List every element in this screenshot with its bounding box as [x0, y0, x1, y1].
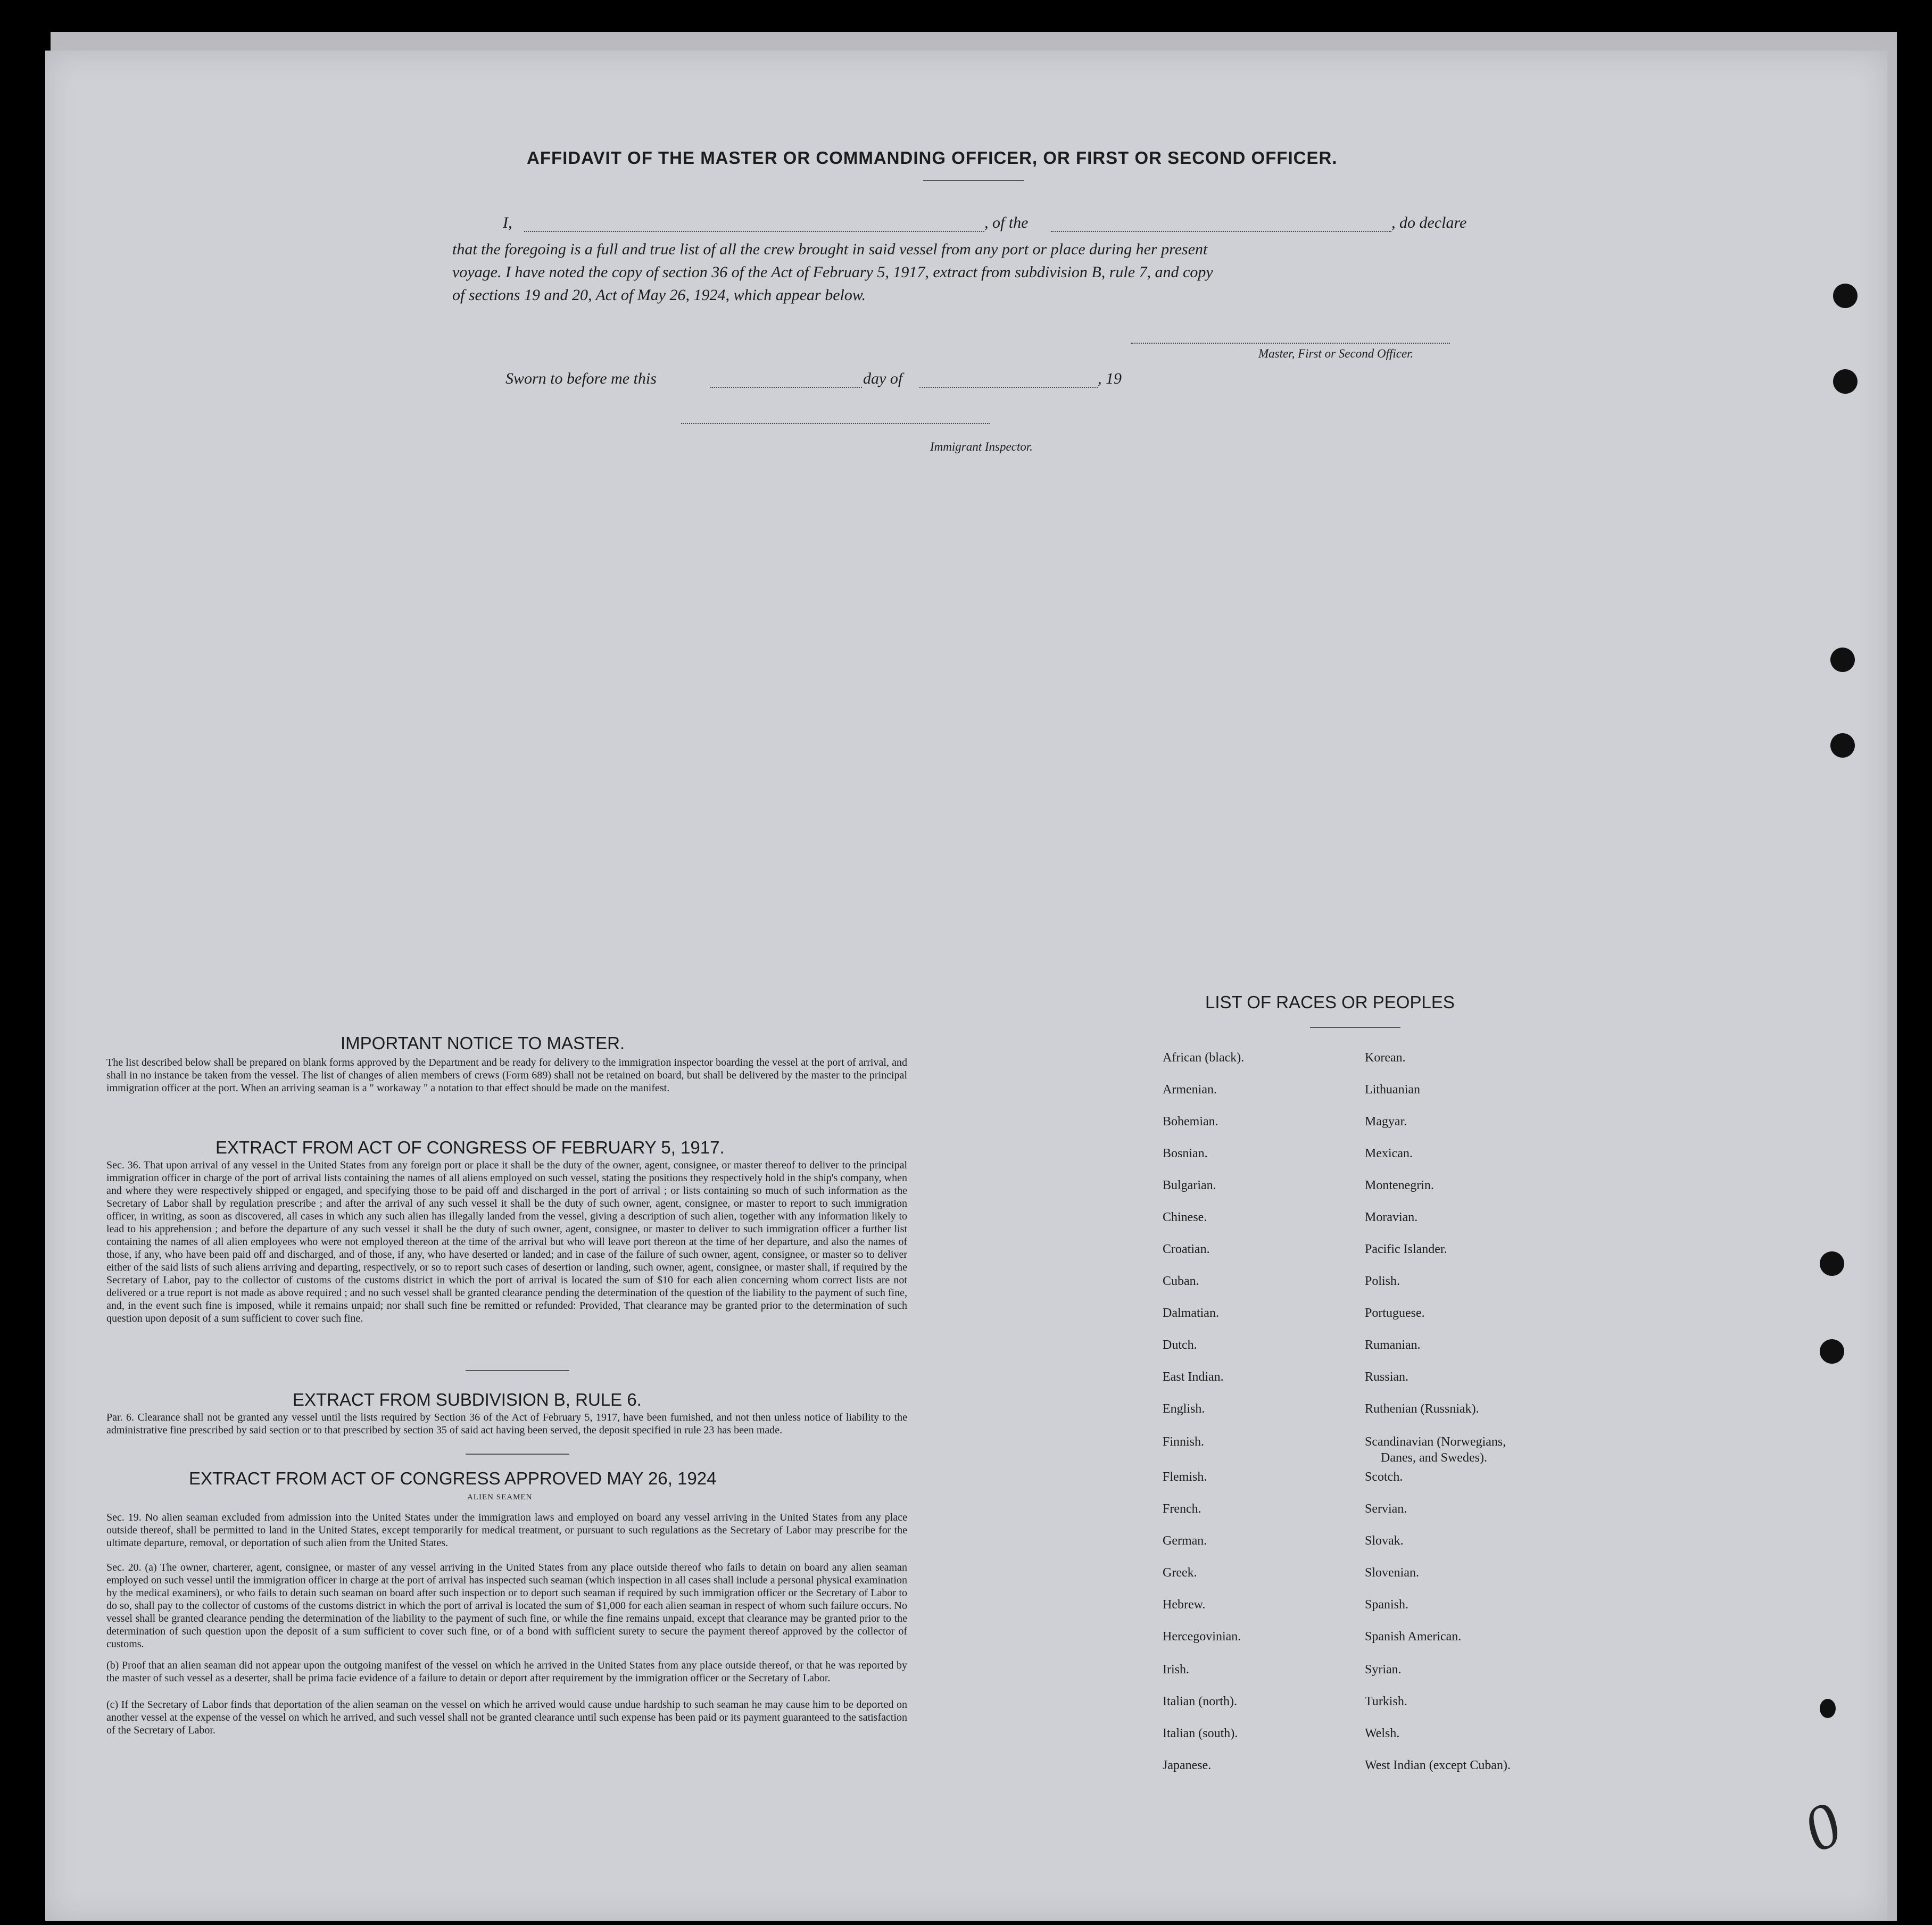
- name-blank: [524, 231, 984, 232]
- race-item: Croatian.: [1163, 1242, 1210, 1256]
- inspector-label: Immigrant Inspector.: [930, 440, 1033, 453]
- extract-1924-title: EXTRACT FROM ACT OF CONGRESS APPROVED MAY 26, 1924: [189, 1468, 717, 1488]
- race-item: Spanish.: [1365, 1598, 1409, 1612]
- divider-2: [466, 1454, 569, 1455]
- vessel-blank: [1051, 231, 1391, 232]
- race-item: Scotch.: [1365, 1470, 1403, 1484]
- race-item: Portuguese.: [1365, 1306, 1425, 1320]
- binder-hole: [1820, 1339, 1844, 1364]
- binder-hole: [1830, 733, 1855, 758]
- race-item: Scandinavian (Norwegians,: [1365, 1435, 1506, 1449]
- race-item: Lithuanian: [1365, 1083, 1420, 1097]
- affidavit-title: AFFIDAVIT OF THE MASTER OR COMMANDING OFFICER, OR FIRST OR SECOND OFFICER.: [527, 148, 1338, 168]
- sworn-day-blank: [710, 387, 862, 388]
- day-of-label: day of: [863, 370, 903, 387]
- race-item: Slovak.: [1365, 1534, 1404, 1548]
- race-item: Italian (south).: [1163, 1727, 1238, 1740]
- extract-1917-body: Sec. 36. That upon arrival of any vessel in the United States from any foreign port or place it shall be the duty of the owner, agent, consignee, or master thereof to deliver to the principal immigration officer in charge of the port of arrival lists containing the names of all aliens employed on such vessel, stating the positions they respectively hold in the ship's company, when and where they were respectively shipped or engaged, and specifying those to be paid off and discharged in the port of arrival ; or lists containing so much of such information as the Secretary of Labor shall by regulation prescribe ; and after the arrival of any such vessel it shall be the duty of such owner, agent, consignee, or master to report to such immigration officer, in writing, as soon as discovered, all cases in which any such alien has illegally landed from the vessel, giving a description of such alien, together with any information likely to lead to his apprehension ; and before the departure of any such vessel it shall be the duty of such owner, agent, consignee, or master to deliver to such immigration officer a further list containing the names of all alien employees who were not employed thereon at the time of the arrival but who will leave port thereon at the time of her departure, and also the names of those, if any, who have been paid off and discharged, and of those, if any, who have deserted or landed; and in case of the failure of such owner, agent, consignee, or master so to deliver either of the said lists of such aliens arriving and departing, respectively, or so to report such cases of desertion or landing, such owner, agent, consignee, or master shall, if required by the Secretary of Labor, pay to the collector of customs of the customs district in which the port of arrival is located the sum of $10 for each alien concerning whom correct lists are not delivered or a true report is not made as above required ; and no such vessel shall be granted clearance pending the determination of the question of the liability to the payment of such fine, and, in the event such fine is imposed, while it remains unpaid; nor shall such fine be remitted or refunded: Provided, That clearance may be granted prior to the determination of such question upon deposit of a sum sufficient to cover such fine.: [106, 1159, 907, 1324]
- master-signature-label: Master, First or Second Officer.: [1258, 347, 1414, 360]
- race-item: Bosnian.: [1163, 1147, 1208, 1160]
- affidavit-line-3: of sections 19 and 20, Act of May 26, 1924, which appear below.: [452, 286, 866, 304]
- affidavit-i-label: I,: [503, 214, 512, 231]
- race-item: Russian.: [1365, 1370, 1409, 1384]
- divider-1: [466, 1370, 569, 1371]
- race-item: West Indian (except Cuban).: [1365, 1758, 1511, 1772]
- race-item: Spanish American.: [1365, 1630, 1462, 1644]
- race-item: Korean.: [1365, 1051, 1406, 1065]
- title-underline: [923, 180, 1024, 181]
- affidavit-line-1: that the foregoing is a full and true list of all the crew brought in said vessel from any port or place during her present: [452, 240, 1208, 258]
- race-item: Bohemian.: [1163, 1115, 1218, 1129]
- binder-hole: [1820, 1699, 1836, 1718]
- sworn-month-blank: [919, 387, 1098, 388]
- race-item: Syrian.: [1365, 1663, 1402, 1677]
- race-item: English.: [1163, 1402, 1205, 1416]
- race-item: Cuban.: [1163, 1274, 1199, 1288]
- race-item: Montenegrin.: [1365, 1179, 1434, 1192]
- races-title: LIST OF RACES OR PEOPLES: [1205, 992, 1455, 1012]
- extract-1924-subtitle: ALIEN SEAMEN: [467, 1493, 533, 1501]
- race-item: Hebrew.: [1163, 1598, 1206, 1612]
- year-label: , 19: [1098, 370, 1122, 387]
- binder-hole: [1820, 1251, 1844, 1276]
- notice-title: IMPORTANT NOTICE TO MASTER.: [341, 1033, 625, 1053]
- sec-20a-text: Sec. 20. (a) The owner, charterer, agent, consignee, or master of any vessel arriving in the United States from any place outside thereof who fails to detain on board any alien seaman employed on such vessel until the immigration officer in charge at the port of arrival has inspected such seaman (which inspection in all cases shall include a personal physical examination by the medical examiners), or who fails to detain such seaman on board after such inspection or to deport such seaman if required by such immigration officer or the Secretary of Labor to do so, shall pay to the collector of customs of the customs district in which the port of arrival is located the sum of $1,000 for each alien seaman in respect of whom such failure occurs. No vessel shall be granted clearance pending the determination of the liability to the payment of such fine, or while the fine remains unpaid, except that clearance may be granted prior to the determination of such question upon the deposit of a sum sufficient to cover such fine, or of a bond with sufficient surety to secure the payment thereof approved by the collector of customs.: [106, 1562, 907, 1650]
- binder-hole: [1830, 648, 1855, 672]
- race-item: Dalmatian.: [1163, 1306, 1219, 1320]
- race-item: Moravian.: [1365, 1210, 1418, 1224]
- race-item: Greek.: [1163, 1566, 1197, 1580]
- race-item: Italian (north).: [1163, 1695, 1237, 1708]
- race-item: Japanese.: [1163, 1758, 1212, 1772]
- race-item: Armenian.: [1163, 1083, 1217, 1097]
- race-item: Servian.: [1365, 1502, 1407, 1516]
- scandinavian-continued: Danes, and Swedes).: [1381, 1451, 1487, 1465]
- sworn-label: Sworn to before me this: [505, 370, 657, 387]
- sec-19-text: Sec. 19. No alien seaman excluded from admission into the United States under the immigration laws and employed on board any vessel arriving in the United States from any place outside thereof, shall be permitted to land in the United States, except temporarily for medical treatment, or pursuant to such regulations as the Secretary of Labor may prescribe for the ultimate departure, removal, or deportation of such alien from the United States.: [106, 1512, 907, 1549]
- race-item: Mexican.: [1365, 1147, 1413, 1160]
- race-item: Hercegovinian.: [1163, 1630, 1241, 1644]
- subdivision-title: EXTRACT FROM SUBDIVISION B, RULE 6.: [293, 1390, 642, 1409]
- extract-1917-title: EXTRACT FROM ACT OF CONGRESS OF FEBRUARY 5, 1917.: [215, 1138, 725, 1157]
- race-item: Magyar.: [1365, 1115, 1407, 1129]
- master-signature-line: [1131, 343, 1450, 344]
- race-item: Pacific Islander.: [1365, 1242, 1447, 1256]
- handwritten-page-mark: 0: [1793, 1788, 1852, 1866]
- binder-hole: [1833, 284, 1858, 308]
- race-item: African (black).: [1163, 1051, 1245, 1065]
- sec-20b-text: (b) Proof that an alien seaman did not appear upon the outgoing manifest of the vessel on which he arrived in the United States from any place outside thereof, or that he was reported by the master of such vessel as a deserter, shall be prima facie evidence of a failure to detain or deport after requirement by the immigration officer or the Secretary of Labor.: [106, 1660, 907, 1684]
- affidavit-of-the: , of the: [984, 214, 1029, 231]
- race-item: German.: [1163, 1534, 1207, 1548]
- race-item: Finnish.: [1163, 1435, 1205, 1449]
- race-item: Polish.: [1365, 1274, 1400, 1288]
- race-item: Irish.: [1163, 1663, 1189, 1677]
- race-item: Rumanian.: [1365, 1338, 1421, 1352]
- affidavit-line-2: voyage. I have noted the copy of section 36 of the Act of February 5, 1917, extract from subdivision B, rule 7, and copy: [452, 263, 1213, 281]
- race-item: Flemish.: [1163, 1470, 1207, 1484]
- race-item: Chinese.: [1163, 1210, 1207, 1224]
- affidavit-do-declare: , do declare: [1391, 214, 1467, 231]
- race-item: Welsh.: [1365, 1727, 1400, 1740]
- race-item: Turkish.: [1365, 1695, 1407, 1708]
- binder-hole: [1833, 369, 1858, 394]
- race-item: Ruthenian (Russniak).: [1365, 1402, 1479, 1416]
- sec-20c-text: (c) If the Secretary of Labor finds that deportation of the alien seaman on the vessel on which he arrived would cause undue hardship to such seaman he may cause him to be deported on another vessel at the expense of the vessel on which he arrived, and such vessel shall not be granted clearance until such expense has been paid or its payment guaranteed to the satisfaction of the Secretary of Labor.: [106, 1699, 907, 1736]
- race-item: French.: [1163, 1502, 1201, 1516]
- notice-body: The list described below shall be prepared on blank forms approved by the Department and be ready for delivery to the immigration inspector boarding the vessel at the port of arrival, and shall in no instance be taken from the vessel. The list of changes of alien members of crews (Form 689) shall not be retained on board, but shall be delivered by the master to the principal immigration officer at the port. When an arriving seaman is a " workaway " a notation to that effect should be made on the manifest.: [106, 1057, 907, 1094]
- subdivision-body: Par. 6. Clearance shall not be granted any vessel until the lists required by Section 36 of the Act of February 5, 1917, have been furnished, and not then unless notice of liability to the administrative fine prescribed by said section or to that prescribed by section 35 of said act having been served, the deposit specified in rule 23 has been made.: [106, 1412, 907, 1436]
- inspector-signature-line: [681, 423, 990, 424]
- race-item: East Indian.: [1163, 1370, 1224, 1384]
- race-item: Bulgarian.: [1163, 1179, 1216, 1192]
- race-item: Dutch.: [1163, 1338, 1197, 1352]
- race-item: Slovenian.: [1365, 1566, 1419, 1580]
- races-underline: [1310, 1027, 1400, 1028]
